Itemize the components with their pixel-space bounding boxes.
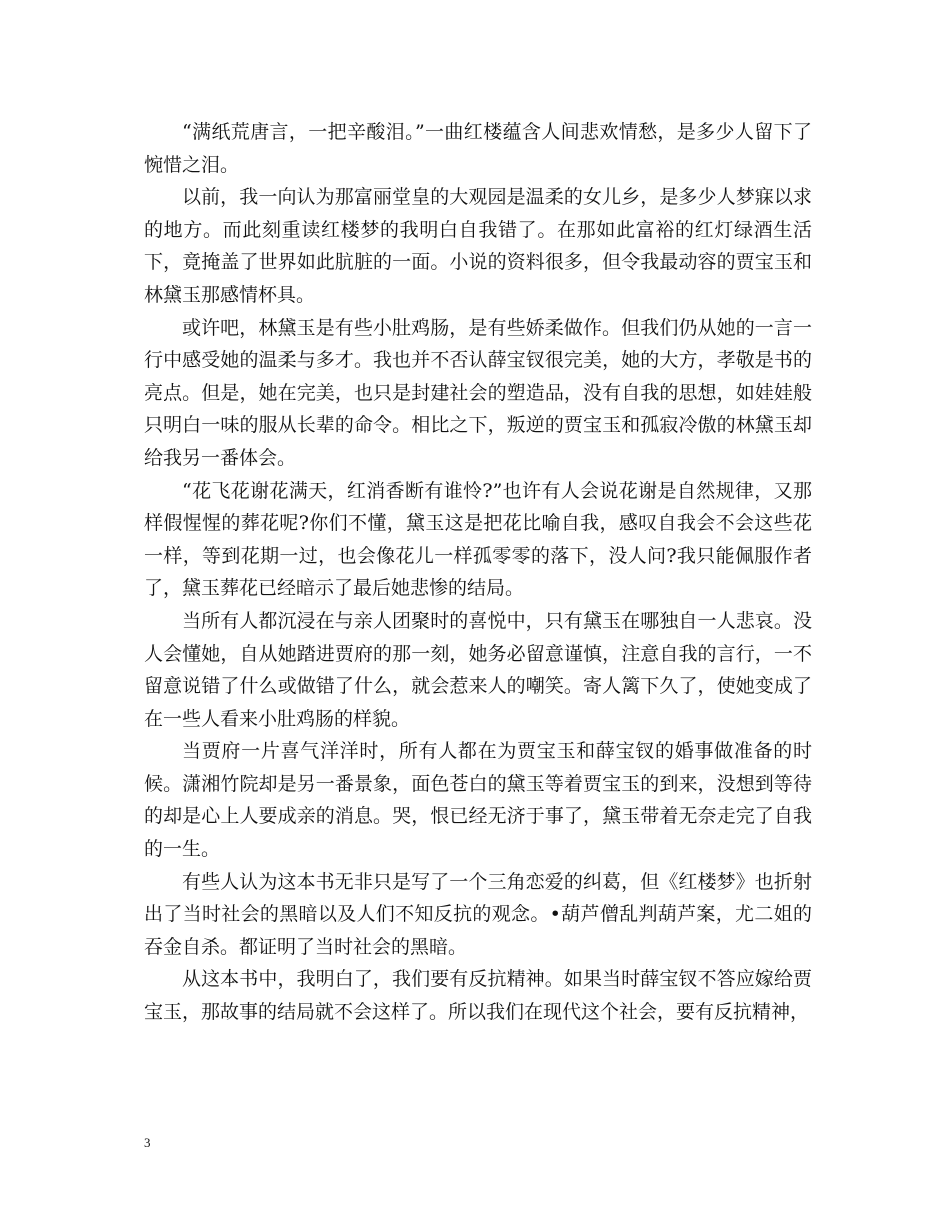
paragraph: 有些人认为这本书无非只是写了一个三角恋爱的纠葛，但《红楼梦》也折射出了当时社会的黑暗以及人们不知反抗的观念。•葫芦僧乱判葫芦案，尤二姐的吞金自杀。都证明了当时社会的黑暗。 [144, 870, 812, 958]
paragraph: 或许吧，林黛玉是有些小肚鸡肠，是有些娇柔做作。但我们仍从她的一言一行中感受她的温柔与多才。我也并不否认薛宝钗很完美，她的大方，孝敬是书的亮点。但是，她在完美，也只是封建社会的塑造品，没有自我的思想，如娃娃般只明白一味的服从长辈的命令。相比之下，叛逆的贾宝玉和孤寂冷傲的林黛玉却给我另一番体会。 [144, 316, 812, 469]
paragraph: “满纸荒唐言，一把辛酸泪。”一曲红楼蕴含人间悲欢情愁，是多少人留下了惋惜之泪。 [144, 121, 812, 176]
paragraph: 以前，我一向认为那富丽堂皇的大观园是温柔的女儿乡，是多少人梦寐以求的地方。而此刻重读红楼梦的我明白自我错了。在那如此富裕的红灯绿酒生活下，竟掩盖了世界如此肮脏的一面。小说的资料很多，但令我最动容的贾宝玉和林黛玉那感情杯具。 [144, 186, 812, 306]
paragraph: 当所有人都沉浸在与亲人团聚时的喜悦中，只有黛玉在哪独自一人悲哀。没人会懂她，自从她踏进贾府的那一刻，她务必留意谨慎，注意自我的言行，一不留意说错了什么或做错了什么，就会惹来人的嘲笑。寄人篱下久了，使她变成了在一些人看来小肚鸡肠的样貌。 [144, 609, 812, 730]
paragraph: “花飞花谢花满天，红消香断有谁怜?”也许有人会说花谢是自然规律，又那样假惺惺的葬花呢?你们不懂，黛玉这是把花比喻自我，感叹自我会不会这些花一样，等到花期一过，也会像花儿一样孤零零的落下，没人问?我只能佩服作者了，黛玉葬花已经暗示了最后她悲惨的结局。 [144, 479, 812, 600]
paragraph: 当贾府一片喜气洋洋时，所有人都在为贾宝玉和薛宝钗的婚事做准备的时候。潇湘竹院却是另一番景象，面色苍白的黛玉等着贾宝玉的到来，没想到等待的却是心上人要成亲的消息。哭，恨已经无济于事了，黛玉带着无奈走完了自我的一生。 [144, 740, 812, 861]
page-number: 3 [144, 1135, 151, 1150]
paragraph: 从这本书中，我明白了，我们要有反抗精神。如果当时薛宝钗不答应嫁给贾宝玉，那故事的结局就不会这样了。所以我们在现代这个社会，要有反抗精神， [144, 968, 812, 1024]
document-body [144, 116, 812, 1029]
